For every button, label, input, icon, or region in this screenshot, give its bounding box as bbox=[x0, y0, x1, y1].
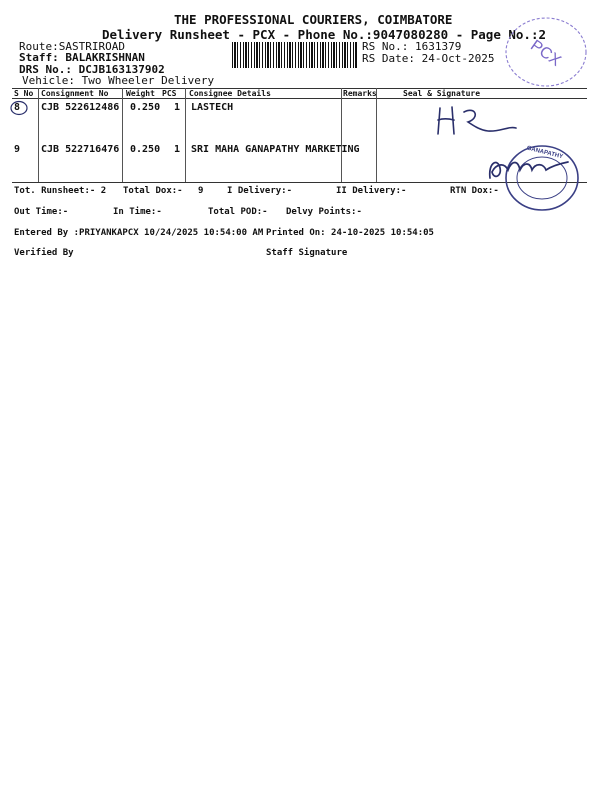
runsheet-subtitle: Delivery Runsheet - PCX - Phone No.:9047080280 - Page No.:2 bbox=[102, 27, 547, 42]
entered-by: Entered By :PRIYANKAPCX 10/24/2025 10:54:00 AM bbox=[14, 228, 264, 238]
rtn-dox: RTN Dox:- bbox=[450, 186, 499, 196]
rs-no-label: RS No.: bbox=[362, 40, 409, 53]
total-dox-value: 9 bbox=[198, 186, 204, 196]
row-sno: 8 bbox=[14, 102, 21, 113]
vehicle-row bbox=[22, 74, 214, 87]
ii-delivery: II Delivery:- bbox=[336, 186, 407, 196]
vehicle-value: Two Wheeler Delivery bbox=[81, 74, 215, 87]
col-header-seal: Seal & Signature bbox=[403, 89, 481, 98]
row-sno: 9 bbox=[14, 144, 21, 155]
total-dox-label: Total Dox:- bbox=[123, 186, 183, 196]
route-label: Route: bbox=[19, 40, 59, 53]
signature-scribble bbox=[430, 104, 525, 138]
seal-text: GANAPATHY bbox=[525, 145, 564, 161]
company-title: THE PROFESSIONAL COURIERS, COIMBATORE bbox=[174, 12, 453, 27]
row-consignment: CJB 522716476 bbox=[41, 144, 120, 155]
staff-value: BALAKRISHNAN bbox=[65, 51, 145, 64]
pcx-stamp bbox=[500, 14, 592, 90]
col-header-remarks: Remarks bbox=[343, 89, 377, 98]
rs-date-row bbox=[362, 52, 494, 65]
out-time: Out Time:- bbox=[14, 207, 69, 217]
col-header-consignee: Consignee Details bbox=[189, 89, 271, 98]
row-weight: 0.250 bbox=[130, 144, 161, 155]
col-header-weight: Weight bbox=[126, 89, 155, 98]
total-pod: Total POD:- bbox=[208, 207, 268, 217]
verified-by: Verified By bbox=[14, 248, 74, 258]
col-divider bbox=[122, 88, 123, 182]
col-divider bbox=[185, 88, 186, 182]
printed-on: Printed On: 24-10-2025 10:54:05 bbox=[266, 228, 434, 238]
delvy-points: Delvy Points:- bbox=[286, 207, 362, 217]
staff-signature: Staff Signature bbox=[266, 248, 348, 258]
row-pcs: 1 bbox=[174, 102, 181, 113]
table-header-rule bbox=[12, 98, 587, 99]
row-weight: 0.250 bbox=[130, 102, 161, 113]
pcx-stamp-text: PCX bbox=[527, 37, 564, 70]
col-divider bbox=[38, 88, 39, 182]
row-pcs: 1 bbox=[174, 144, 181, 155]
i-delivery: I Delivery:- bbox=[227, 186, 293, 196]
col-header-pcs: PCS bbox=[162, 89, 177, 98]
rs-date-label: RS Date: bbox=[362, 52, 415, 65]
col-header-sno: S No bbox=[14, 89, 34, 98]
drs-label: DRS No.: bbox=[19, 63, 72, 76]
row-consignee: LASTECH bbox=[191, 102, 234, 113]
tot-runsheet: Tot. Runsheet:- 2 bbox=[14, 186, 107, 196]
col-divider bbox=[341, 88, 342, 182]
signature-scribble bbox=[486, 152, 574, 186]
row-consignment: CJB 522612486 bbox=[41, 102, 120, 113]
vehicle-label: Vehicle: bbox=[22, 74, 75, 87]
circled-mark bbox=[8, 99, 30, 117]
col-header-consignment: Consignment No bbox=[41, 89, 109, 98]
drs-value: DCJB163137902 bbox=[78, 63, 165, 76]
rs-no-value: 1631379 bbox=[414, 40, 462, 53]
col-divider bbox=[376, 88, 377, 182]
route-value: SASTRIROAD bbox=[58, 40, 125, 53]
in-time: In Time:- bbox=[113, 207, 162, 217]
barcode bbox=[232, 42, 357, 68]
staff-label: Staff: bbox=[19, 51, 59, 64]
rs-date-value: 24-Oct-2025 bbox=[421, 52, 495, 65]
row-consignee: SRI MAHA GANAPATHY MARKETING bbox=[191, 144, 360, 155]
